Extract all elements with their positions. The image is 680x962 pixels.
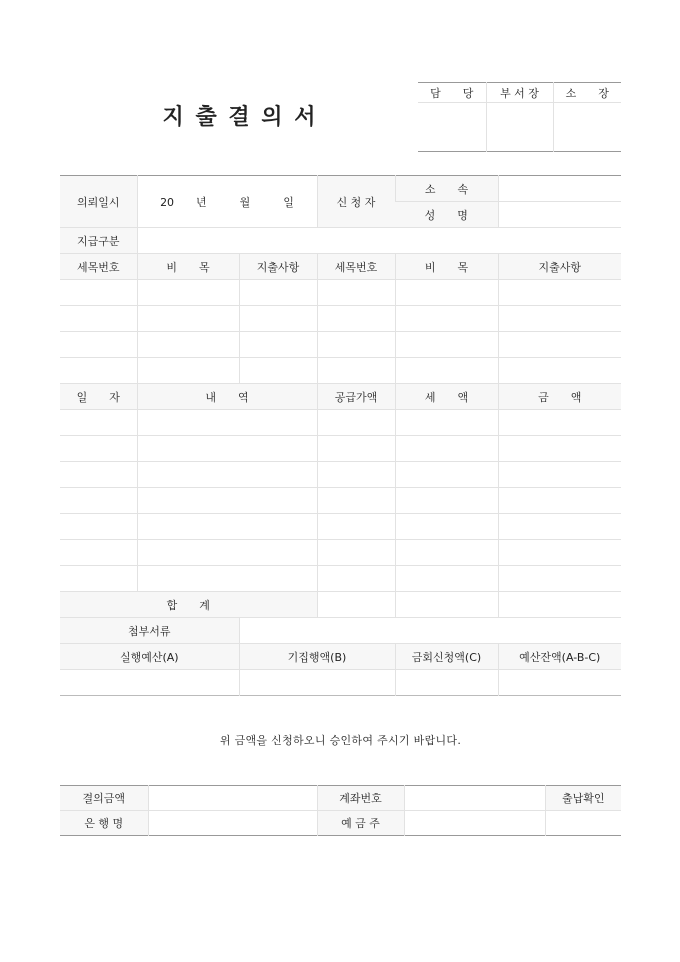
account-holder-label: 예 금 주 [317, 811, 404, 836]
cashier-confirm-label: 출납확인 [545, 786, 621, 811]
items-row [60, 280, 621, 306]
main-form-table [60, 175, 621, 696]
name-field[interactable] [498, 202, 621, 228]
document-title: 지 출 결 의 서 [162, 105, 318, 130]
attachment-label: 첨부서류 [60, 618, 239, 644]
items-header-item-2: 비 목 [395, 254, 498, 280]
approval-box [418, 82, 621, 152]
attachment-field[interactable] [239, 618, 621, 644]
approval-request-notice: 위 금액을 신청하오니 승인하여 주시기 바랍니다. [219, 734, 462, 747]
bank-name-field[interactable] [148, 811, 317, 836]
items-header-desc-1: 지출사항 [239, 254, 317, 280]
account-number-label: 계좌번호 [317, 786, 404, 811]
approval-header-manager: 부 서 장 [486, 83, 553, 103]
items-header-desc-2: 지출사항 [498, 254, 621, 280]
total-amount[interactable] [498, 592, 621, 618]
items-header-code-2: 세목번호 [317, 254, 395, 280]
budget-header-current: 금회신청액(C) [395, 644, 498, 670]
budget-header-spent: 기집행액(B) [239, 644, 395, 670]
request-date-value[interactable]: 20 년 월 일 [137, 176, 317, 228]
detail-row [60, 488, 621, 514]
detail-row [60, 540, 621, 566]
payment-info-table [60, 785, 621, 836]
total-label: 합 계 [60, 592, 317, 618]
detail-header-tax: 세 액 [395, 384, 498, 410]
detail-header-date: 일 자 [60, 384, 137, 410]
approval-sign-director[interactable] [553, 103, 621, 152]
dept-label: 소 속 [395, 176, 498, 202]
payment-type-field[interactable] [137, 228, 621, 254]
total-tax[interactable] [395, 592, 498, 618]
budget-planned-field[interactable] [60, 670, 239, 696]
settlement-amount-label: 결의금액 [60, 786, 148, 811]
budget-header-planned: 실행예산(A) [60, 644, 239, 670]
items-row [60, 306, 621, 332]
detail-row [60, 566, 621, 592]
applicant-label: 신 청 자 [317, 176, 395, 228]
account-number-field[interactable] [404, 786, 545, 811]
budget-header-remaining: 예산잔액(A-B-C) [498, 644, 621, 670]
settlement-amount-field[interactable] [148, 786, 317, 811]
items-row [60, 358, 621, 384]
items-row [60, 332, 621, 358]
total-supply[interactable] [317, 592, 395, 618]
budget-spent-field[interactable] [239, 670, 395, 696]
detail-row [60, 410, 621, 436]
detail-header-content: 내 역 [137, 384, 317, 410]
approval-header-staff: 담 당 [430, 86, 474, 100]
payment-type-label: 지급구분 [60, 228, 137, 254]
detail-row [60, 462, 621, 488]
approval-header-director: 소 장 [553, 83, 621, 103]
name-label: 성 명 [395, 202, 498, 228]
items-header-item-1: 비 목 [137, 254, 239, 280]
approval-sign-staff[interactable] [418, 103, 486, 152]
bank-name-label: 은 행 명 [60, 811, 148, 836]
items-header-code-1: 세목번호 [60, 254, 137, 280]
budget-remaining-field[interactable] [498, 670, 621, 696]
detail-header-supply: 공급가액 [317, 384, 395, 410]
budget-current-field[interactable] [395, 670, 498, 696]
account-holder-field[interactable] [404, 811, 545, 836]
approval-sign-manager[interactable] [486, 103, 553, 152]
detail-header-amount: 금 액 [498, 384, 621, 410]
detail-row [60, 436, 621, 462]
request-date-label: 의뢰일시 [60, 176, 137, 228]
dept-field[interactable] [498, 176, 621, 202]
cashier-confirm-field[interactable] [545, 811, 621, 836]
detail-row [60, 514, 621, 540]
